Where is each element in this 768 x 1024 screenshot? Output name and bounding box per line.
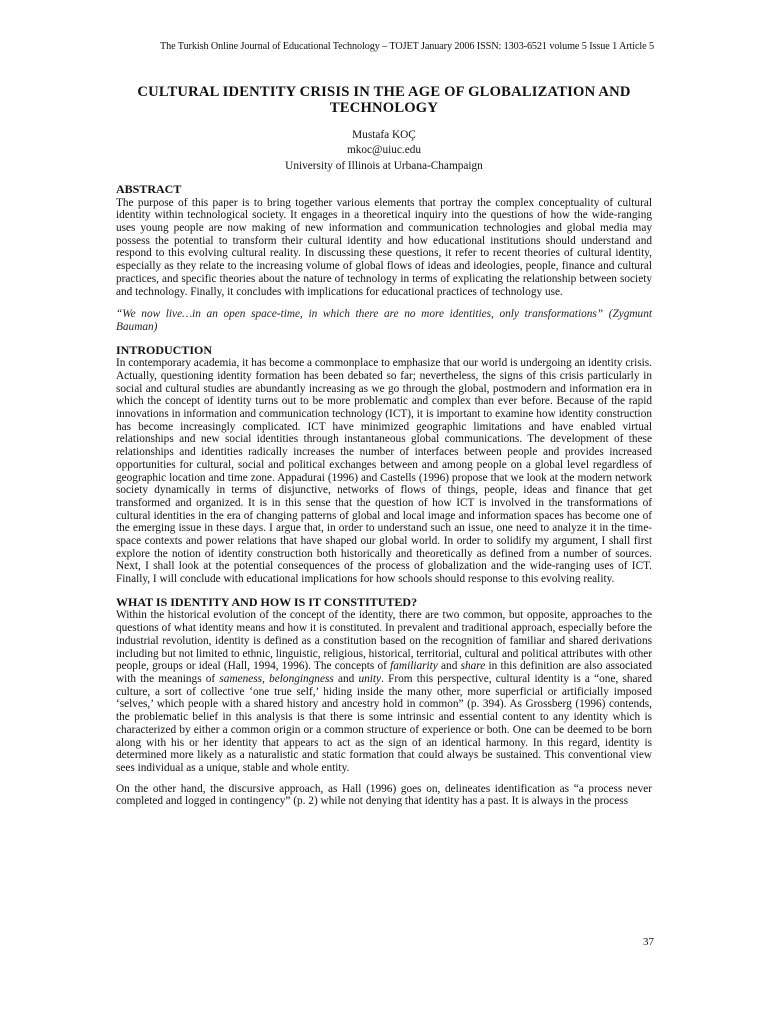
introduction-heading: INTRODUCTION — [116, 342, 213, 357]
text-run: in this definition are also associated with the meanings of — [116, 660, 652, 685]
text-run: and — [437, 660, 461, 673]
text-run: and — [333, 672, 359, 685]
abstract-paragraph: The purpose of this paper is to bring together various elements that portray the complex conceptuality of cultural identity within technological society. It engages in a theoretical inquiry into the questions of how the wide-ranging uses young people are now making of new information and communication technologies and global media may possess the potential to transform their cultural identity and how educational institutions should understand and respond to this evolving cultural reality. In discussing these questions, it refer to recent theories of cultural identity, especially as they relate to the increasing volume of global flows of ideas and ideologies, people, finance and cultural practices, and specific theories about the nature of technology in terms of explicating the relationship between society and technology. Finally, it concludes with implications for educational practices of technology use. — [116, 196, 652, 298]
term-sameness: sameness — [219, 672, 263, 685]
author-affiliation: University of Illinois at Urbana-Champaign — [285, 159, 483, 172]
introduction-paragraph: In contemporary academia, it has become a commonplace to emphasize that our world is undergoing an identity crisis. Actually, questioning identity formation has been debated so far; nevertheless, the signs of this crisis particularly in social and cultural studies are abundantly increasing as we go through the global, postmodern and information era in which the concept of identity turns out to be more problematic and complex than ever before. Because of the rapid innovations in information and communication technology (ICT), it is important to examine how identity construction has become increasingly complicated. ICT have minimized geographic limitations and have enabled virtual relationships and new social identities through instantaneous global communications. The development of these relationships and identities radically increases the number of interfaces between people and provides increased opportunities for cultural, social and political exchanges between and among people on a global level regardless of geographic location and time zone. Appadurai (1996) and Castells (1996) propose that we look at the modern network society dynamically in terms of disjunctive, networks of flows of things, people, ideas and finance that get transformed and organized. It is in this sense that the question of how ICT is involved in the transformations of cultural identities in the era of changing patterns of global and local image and information spaces has become one of the emerging issue in these days. I argue that, in order to understand such an issue, one need to analyze it in the time-space contexts and power relations that have shaped our global world. In order to solidify my argument, I shall first explore the notion of identity construction both historically and theoretically as defined from a number of sources. Next, I shall look at the potential consequences of the process of globalization and the wide-ranging uses of ICT. Finally, I will conclude with educational implications for how schools should response to this evolving reality. — [116, 357, 652, 586]
term-familiarity: familiarity — [390, 660, 438, 673]
author-email: mkoc@uiuc.edu — [346, 144, 422, 157]
abstract-heading: ABSTRACT — [116, 182, 182, 196]
author-block — [116, 128, 652, 174]
text-run: , — [262, 672, 270, 685]
text-run: Within the historical evolution of the concept of the identity, there are two common, but opposite, approaches to the questions of what identity means and how it is constituted. In prevalent and traditional approach, especially before the industrial revolution, identity is defined as a constitution based on the recognition of familiar and shared derivations including but not limited to ethnic, linguistic, religious, historical, territorial, cultural and political attributes with other people, groups or ideal (Hall, 1994, 1996). The concepts of — [116, 609, 652, 673]
term-unity: unity — [358, 672, 382, 685]
author-name: Mustafa KOÇ — [352, 129, 416, 141]
running-header: The Turkish Online Journal of Educational Technology – TOJET January 2006 ISSN: 1303-6521 volume 5 Issue 1 Article 5 — [160, 41, 654, 52]
term-belongingness: belongingness — [269, 672, 334, 685]
term-share: share — [460, 660, 486, 673]
text-run: . From this perspective, cultural identity is a “one, shared culture, a sort of collective ‘one true self,’ hiding inside the many other, more superficial or artificially imposed ‘selves,’ which people with a shared history and ancestry hold in common” (p. 394). As Grossberg (1996) contends, the problematic belief in this analysis is that there is some intrinsic and essential content to any identity which is characterized by either a common origin or a common structure of experience or both. One can be deemed to be born along with his or her identity that appears to act as the sign of an identical harmony. In this regard, identity is determined more likely as a naturalistic and static formation that could always be sustained. This conventional view sees individual as a unique, stable and whole entity. — [116, 672, 652, 774]
body-text — [116, 183, 652, 808]
paper-title: CULTURAL IDENTITY CRISIS IN THE AGE OF GLOBALIZATION AND TECHNOLOGY — [137, 84, 631, 116]
identity-section-heading: WHAT IS IDENTITY AND HOW IS IT CONSTITUTED? — [116, 594, 418, 609]
identity-paragraph-2: On the other hand, the discursive approach, as Hall (1996) goes on, delineates identification as “a process never completed and logged in contingency” (p. 2) while not denying that identity has a past. It is always in the process — [116, 782, 652, 808]
identity-paragraph-1 — [116, 609, 652, 774]
page-number: 37 — [643, 936, 654, 948]
epigraph-quote: “We now live…in an open space-time, in which there are no more identities, only transformations” (Zygmunt Bauman) — [116, 308, 652, 333]
